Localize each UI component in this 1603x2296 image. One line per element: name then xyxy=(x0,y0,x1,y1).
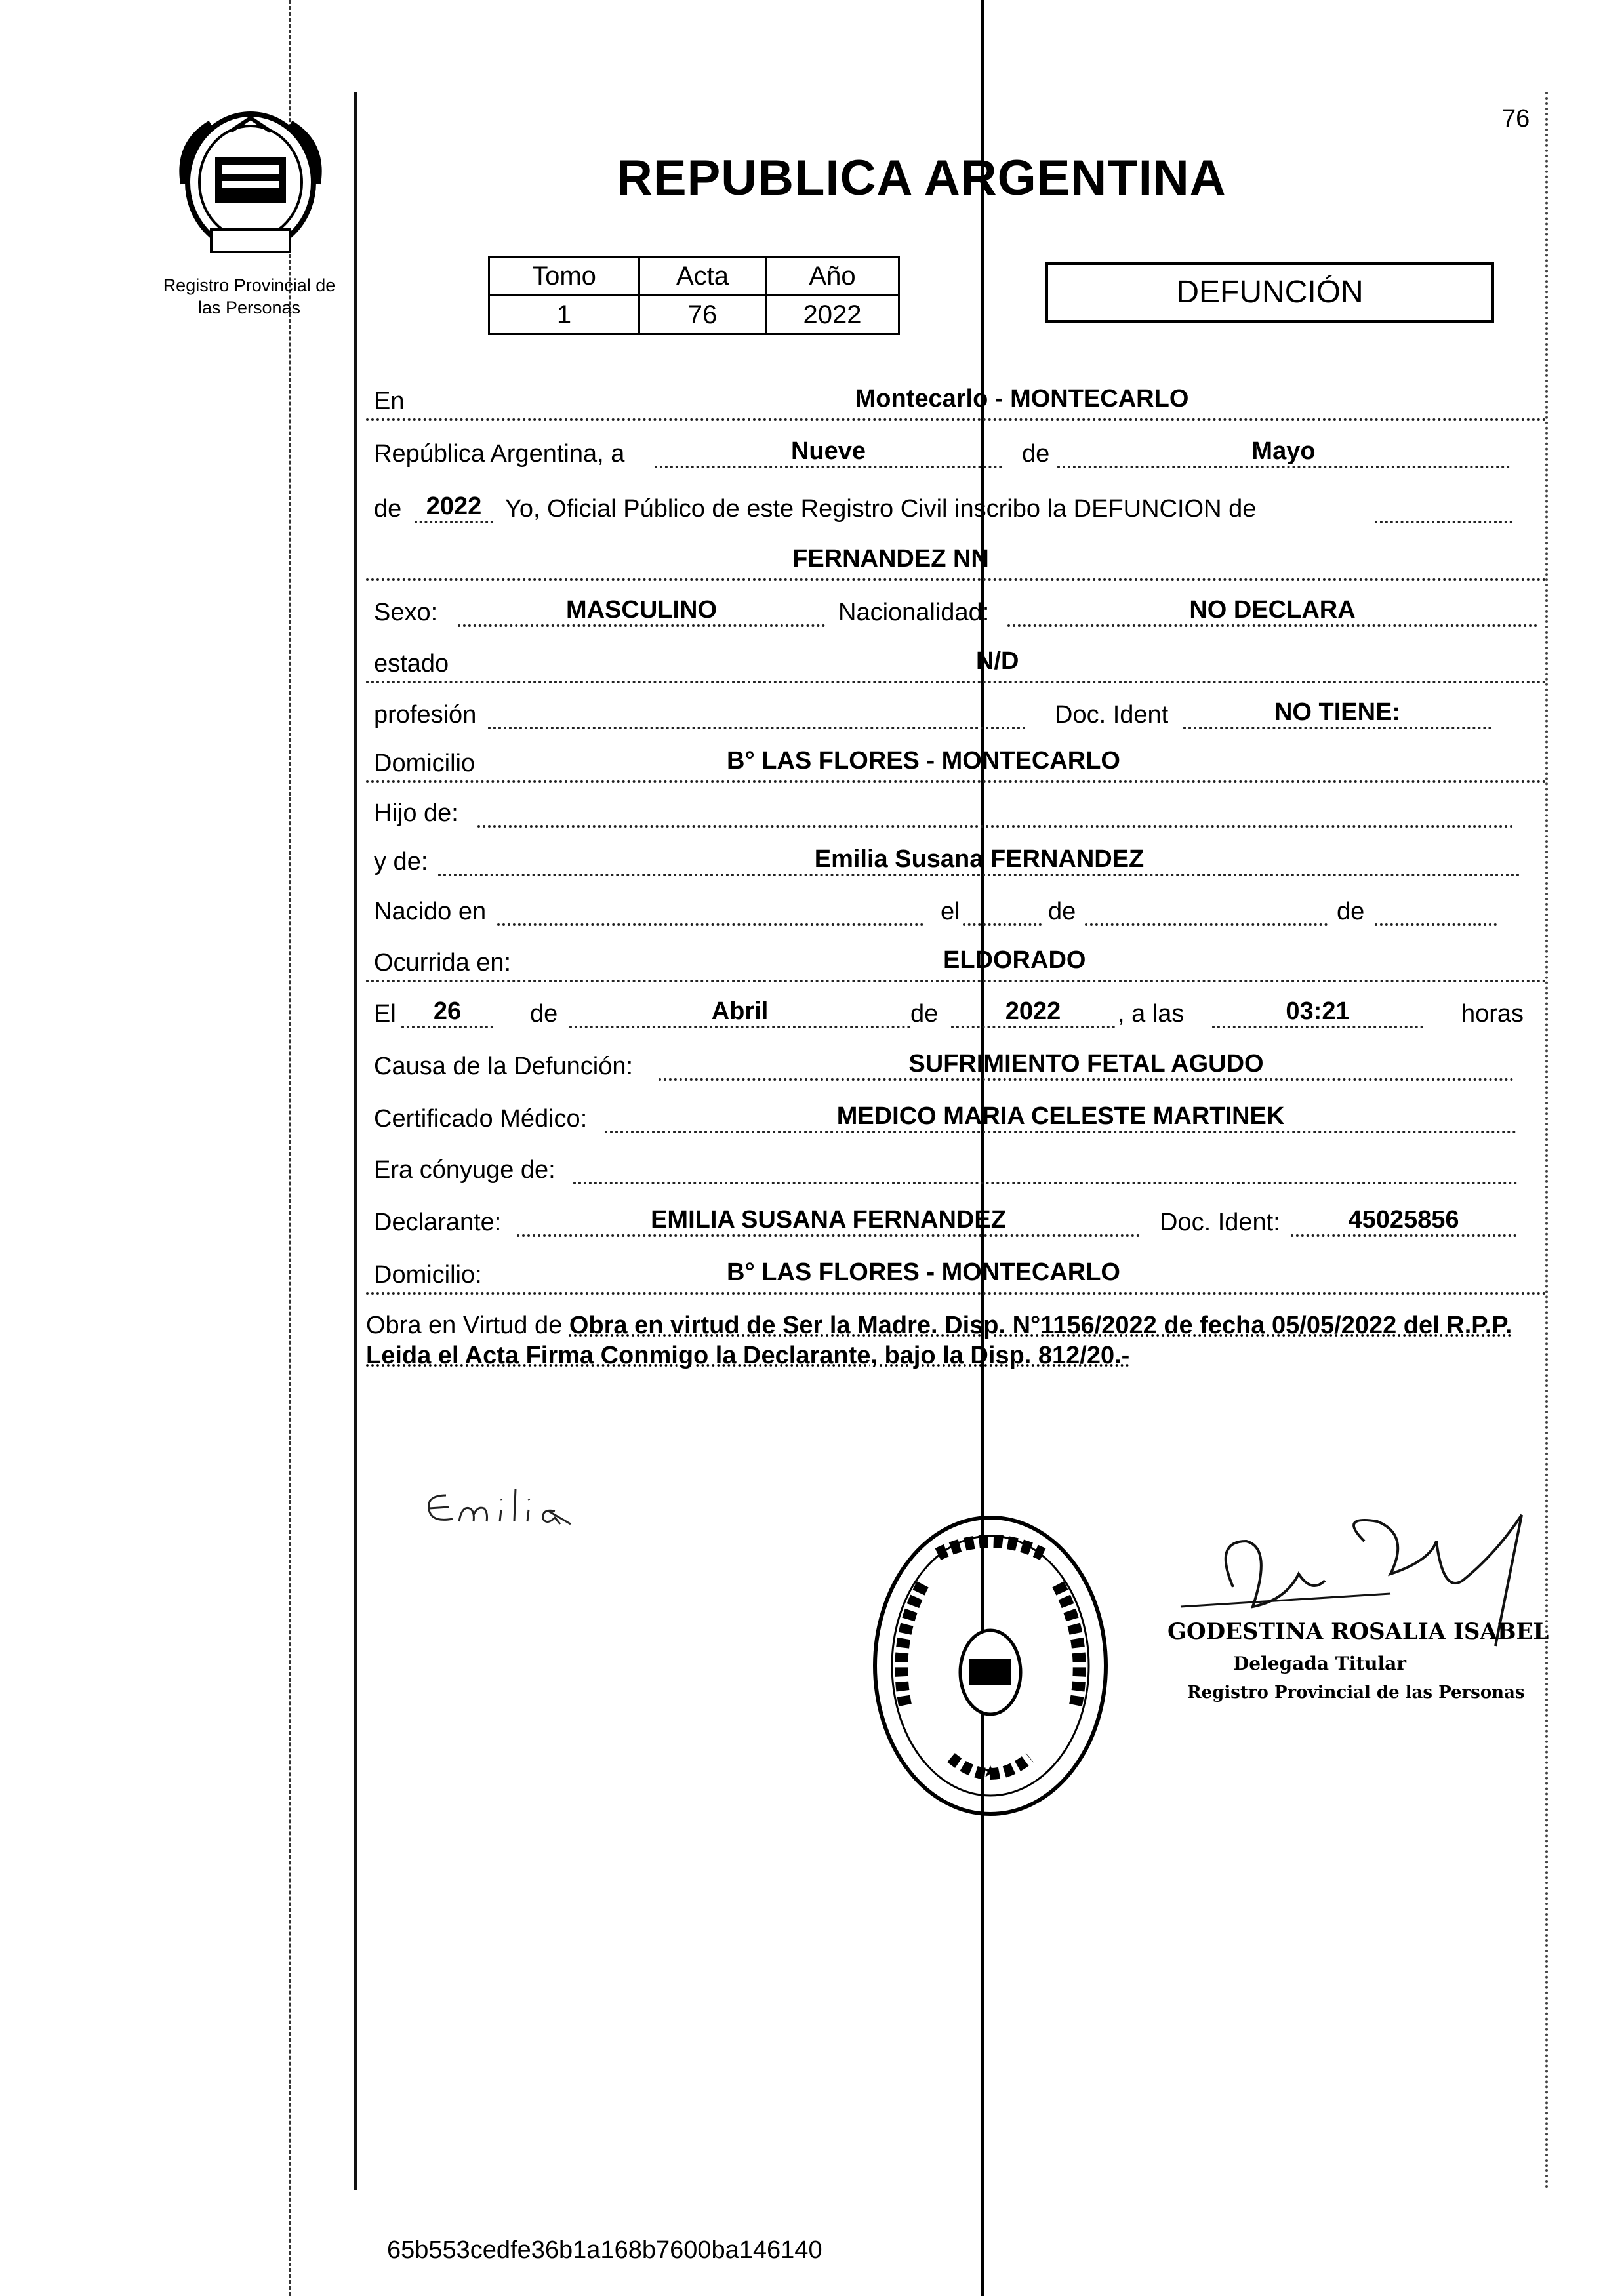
domicilio-value: B° LAS FLORES - MONTECARLO xyxy=(727,747,1120,775)
nacido-day xyxy=(963,895,1042,926)
hijo-value xyxy=(477,797,1514,828)
row-certificado xyxy=(366,1099,1547,1138)
estado-label: estado xyxy=(374,650,449,677)
registry-table xyxy=(488,256,900,335)
anio-value: 2022 xyxy=(766,296,899,334)
tomo-header: Tomo xyxy=(489,257,639,296)
scan-fold-line xyxy=(981,0,984,2296)
profesion-label: profesión xyxy=(374,701,477,729)
stamp-organization: Registro Provincial de las Personas xyxy=(1187,1683,1525,1702)
row-date xyxy=(366,434,1547,473)
nacido-year xyxy=(1375,895,1497,926)
obra-text: Obra en virtud de Ser la Madre. Disp. N°1156/2022 de fecha 05/05/2022 del R.P.P. Leida el Acta Firma Conmigo la Declarante, bajo la Disp. 812/20.- xyxy=(366,1312,1512,1369)
page-title: REPUBLICA ARGENTINA xyxy=(617,150,1227,206)
death-day-value: 26 xyxy=(401,997,493,1028)
acta-header: Acta xyxy=(639,257,766,296)
death-month-value: Abril xyxy=(569,997,910,1028)
row-death-date xyxy=(366,994,1547,1034)
registry-table-values xyxy=(489,296,899,334)
nacido-el-label: el xyxy=(941,898,960,925)
ocurrida-value: ELDORADO xyxy=(943,946,1086,974)
deceased-name-value: FERNANDEZ NN xyxy=(792,545,989,573)
estado-value: N/D xyxy=(976,647,1019,675)
ocurrida-label: Ocurrida en: xyxy=(374,949,512,977)
dotted-rule xyxy=(366,780,1547,783)
left-border xyxy=(354,92,357,2190)
day-words-value: Nueve xyxy=(655,437,1002,468)
document-type-box: DEFUNCIÓN xyxy=(1045,262,1494,323)
row-profesion xyxy=(366,695,1547,735)
official-seal-icon xyxy=(866,1508,1115,1823)
declarante-label: Declarante: xyxy=(374,1209,502,1236)
de-label: de xyxy=(1022,440,1050,468)
scan-edge-dashed-line xyxy=(289,0,291,2296)
a-las-label: , a las xyxy=(1118,1000,1185,1028)
death-de1-label: de xyxy=(530,1000,558,1028)
row-declarante xyxy=(366,1203,1547,1242)
dotted-rule xyxy=(366,681,1547,683)
causa-label: Causa de la Defunción: xyxy=(374,1053,634,1080)
row-estado xyxy=(366,644,1547,683)
row-ocurrida xyxy=(366,943,1547,982)
decl-doc-value: 45025856 xyxy=(1291,1206,1516,1237)
row-hijo xyxy=(366,794,1547,833)
conyuge-label: Era cónyuge de: xyxy=(374,1156,556,1184)
madre-value: Emilia Susana FERNANDEZ xyxy=(438,845,1520,876)
row-deceased-name xyxy=(366,542,1547,581)
oficial-blank xyxy=(1375,521,1512,523)
domicilio-label: Domicilio xyxy=(374,750,476,777)
obra-label: Obra en Virtud de xyxy=(366,1312,563,1339)
row-oficial xyxy=(366,489,1547,529)
row-sexo xyxy=(366,593,1547,632)
month-value: Mayo xyxy=(1057,437,1510,468)
dotted-rule xyxy=(366,418,1547,421)
handwritten-signature-icon xyxy=(420,1469,590,1541)
republica-label: República Argentina, a xyxy=(374,440,625,468)
death-time-value: 03:21 xyxy=(1212,997,1423,1028)
decl-doc-label: Doc. Ident: xyxy=(1160,1209,1280,1236)
year-value: 2022 xyxy=(415,493,493,523)
place-value: Montecarlo - MONTECARLO xyxy=(855,385,1189,413)
en-label: En xyxy=(374,388,405,415)
obra-en-virtud xyxy=(366,1310,1547,1371)
dotted-rule xyxy=(366,1292,1547,1295)
causa-value: SUFRIMIENTO FETAL AGUDO xyxy=(659,1050,1514,1081)
certificado-value: MEDICO MARIA CELESTE MARTINEK xyxy=(605,1102,1516,1133)
decl-domicilio-value: B° LAS FLORES - MONTECARLO xyxy=(727,1259,1120,1286)
certificado-label: Certificado Médico: xyxy=(374,1105,588,1133)
registry-table-header xyxy=(489,257,899,296)
sexo-value: MASCULINO xyxy=(458,596,825,627)
stamp-role: Delegada Titular xyxy=(1233,1653,1407,1674)
nacionalidad-value: NO DECLARA xyxy=(1007,596,1537,627)
row-conyuge xyxy=(366,1150,1547,1190)
row-madre xyxy=(366,842,1547,881)
declarante-value: EMILIA SUSANA FERNANDEZ xyxy=(517,1206,1140,1237)
horas-label: horas xyxy=(1461,1000,1524,1028)
nacionalidad-label: Nacionalidad: xyxy=(838,599,990,626)
nacido-de2-label: de xyxy=(1337,898,1365,925)
conyuge-value xyxy=(573,1154,1518,1184)
registry-name xyxy=(138,274,361,319)
dotted-rule xyxy=(366,980,1547,982)
anio-header: Año xyxy=(766,257,899,296)
hijo-label: Hijo de: xyxy=(374,799,458,827)
y-de-label: y de: xyxy=(374,848,428,876)
death-year-value: 2022 xyxy=(951,997,1115,1028)
doc-ident-label: Doc. Ident xyxy=(1055,701,1169,729)
dotted-rule xyxy=(366,578,1547,581)
decl-domicilio-label: Domicilio: xyxy=(374,1261,482,1289)
el-label: El xyxy=(374,1000,396,1028)
oficial-text: Yo, Oficial Público de este Registro Civil inscribo la DEFUNCION de xyxy=(505,495,1257,523)
death-de2-label: de xyxy=(910,1000,939,1028)
page-number: 76 xyxy=(1502,105,1530,132)
row-decl-domicilio xyxy=(366,1255,1547,1295)
tomo-value: 1 xyxy=(489,296,639,334)
row-domicilio xyxy=(366,744,1547,783)
nacido-label: Nacido en xyxy=(374,898,487,925)
nacido-de-label: de xyxy=(1048,898,1076,925)
registry-line-1: Registro Provincial de xyxy=(163,275,336,295)
acta-value: 76 xyxy=(639,296,766,334)
de-year-label: de xyxy=(374,495,402,523)
registry-line-2: las Personas xyxy=(197,298,301,317)
sexo-label: Sexo: xyxy=(374,599,438,626)
document-hash: 65b553cedfe36b1a168b7600ba146140 xyxy=(387,2236,822,2264)
doc-ident-value: NO TIENE: xyxy=(1183,698,1491,729)
row-place xyxy=(366,382,1547,421)
stamp-name: GODESTINA ROSALIA ISABEL xyxy=(1167,1619,1549,1645)
row-causa xyxy=(366,1047,1547,1086)
nacido-place xyxy=(497,895,923,926)
nacido-month xyxy=(1085,895,1328,926)
row-nacido xyxy=(366,892,1547,931)
province-crest-icon xyxy=(172,105,329,262)
profesion-value xyxy=(488,698,1026,729)
